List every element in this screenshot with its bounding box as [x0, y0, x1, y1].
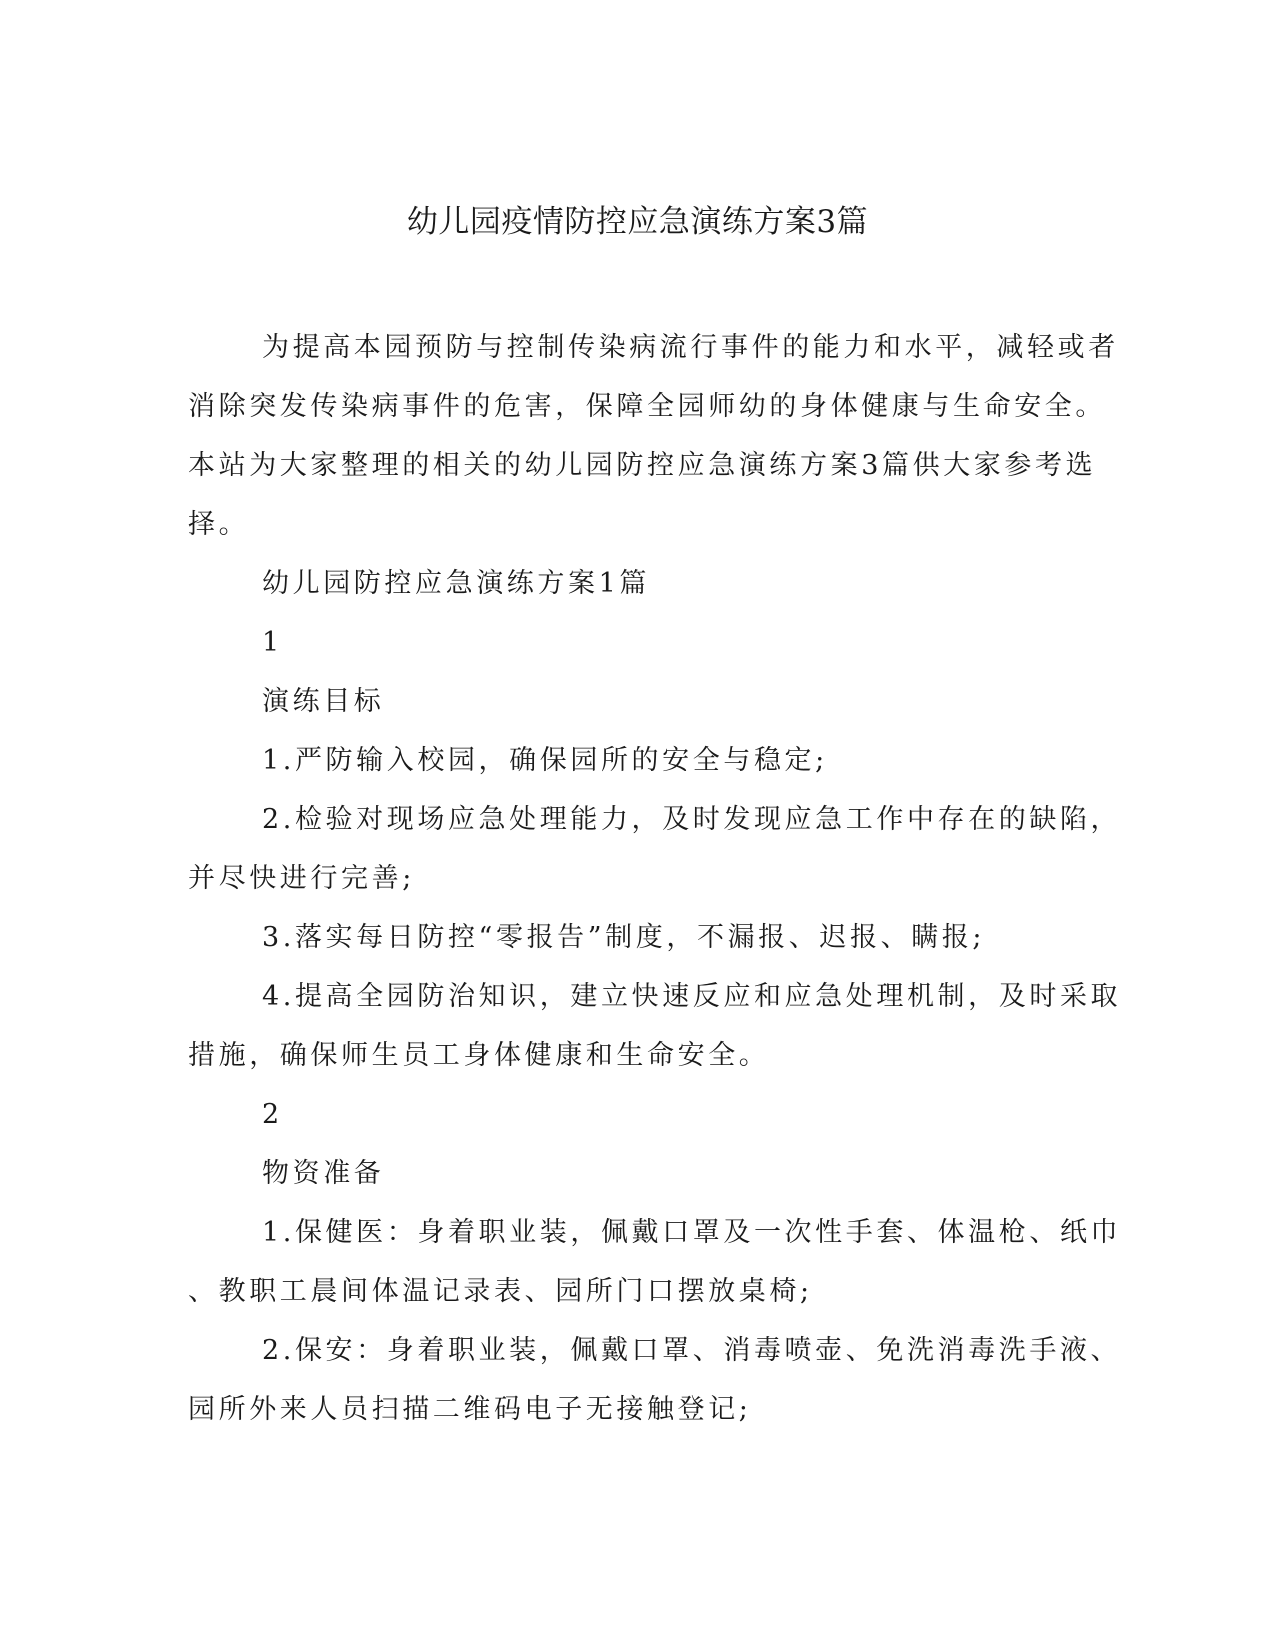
list-item: 4.提高全园防治知识，建立快速反应和应急处理机制，及时采取 — [262, 981, 1122, 1012]
list-item-continuation: 园所外来人员扫描二维码电子无接触登记; — [188, 1394, 752, 1425]
paragraph-line: 择。 — [188, 509, 250, 540]
section-heading: 演练目标 — [262, 686, 385, 717]
list-item: 2.检验对现场应急处理能力，及时发现应急工作中存在的缺陷， — [262, 804, 1122, 835]
document-body — [188, 318, 1122, 1439]
list-item: 2.保安：身着职业装，佩戴口罩、消毒喷壶、免洗消毒洗手液、 — [262, 1335, 1122, 1366]
list-item-continuation: 并尽快进行完善; — [188, 863, 415, 894]
paragraph-line: 消除突发传染病事件的危害，保障全园师幼的身体健康与生命安全。 — [188, 391, 1106, 422]
document-title: 幼儿园疫情防控应急演练方案3篇 — [406, 204, 869, 240]
section-number: 2 — [262, 1099, 283, 1130]
list-item: 1.严防输入校园，确保园所的安全与稳定; — [262, 745, 828, 776]
section-number: 1 — [262, 627, 283, 658]
section-heading: 幼儿园防控应急演练方案1篇 — [262, 568, 650, 599]
list-item-continuation: 措施，确保师生员工身体健康和生命安全。 — [188, 1040, 770, 1071]
section-heading: 物资准备 — [262, 1158, 385, 1189]
list-item: 1.保健医：身着职业装，佩戴口罩及一次性手套、体温枪、纸巾 — [262, 1217, 1122, 1248]
paragraph-line: 本站为大家整理的相关的幼儿园防控应急演练方案3篇供大家参考选 — [188, 450, 1097, 481]
list-item: 3.落实每日防控“零报告”制度，不漏报、迟报、瞒报; — [262, 922, 986, 953]
list-item-continuation: 、教职工晨间体温记录表、园所门口摆放桌椅; — [188, 1276, 813, 1307]
paragraph-line: 为提高本园预防与控制传染病流行事件的能力和水平，减轻或者 — [262, 332, 1119, 363]
